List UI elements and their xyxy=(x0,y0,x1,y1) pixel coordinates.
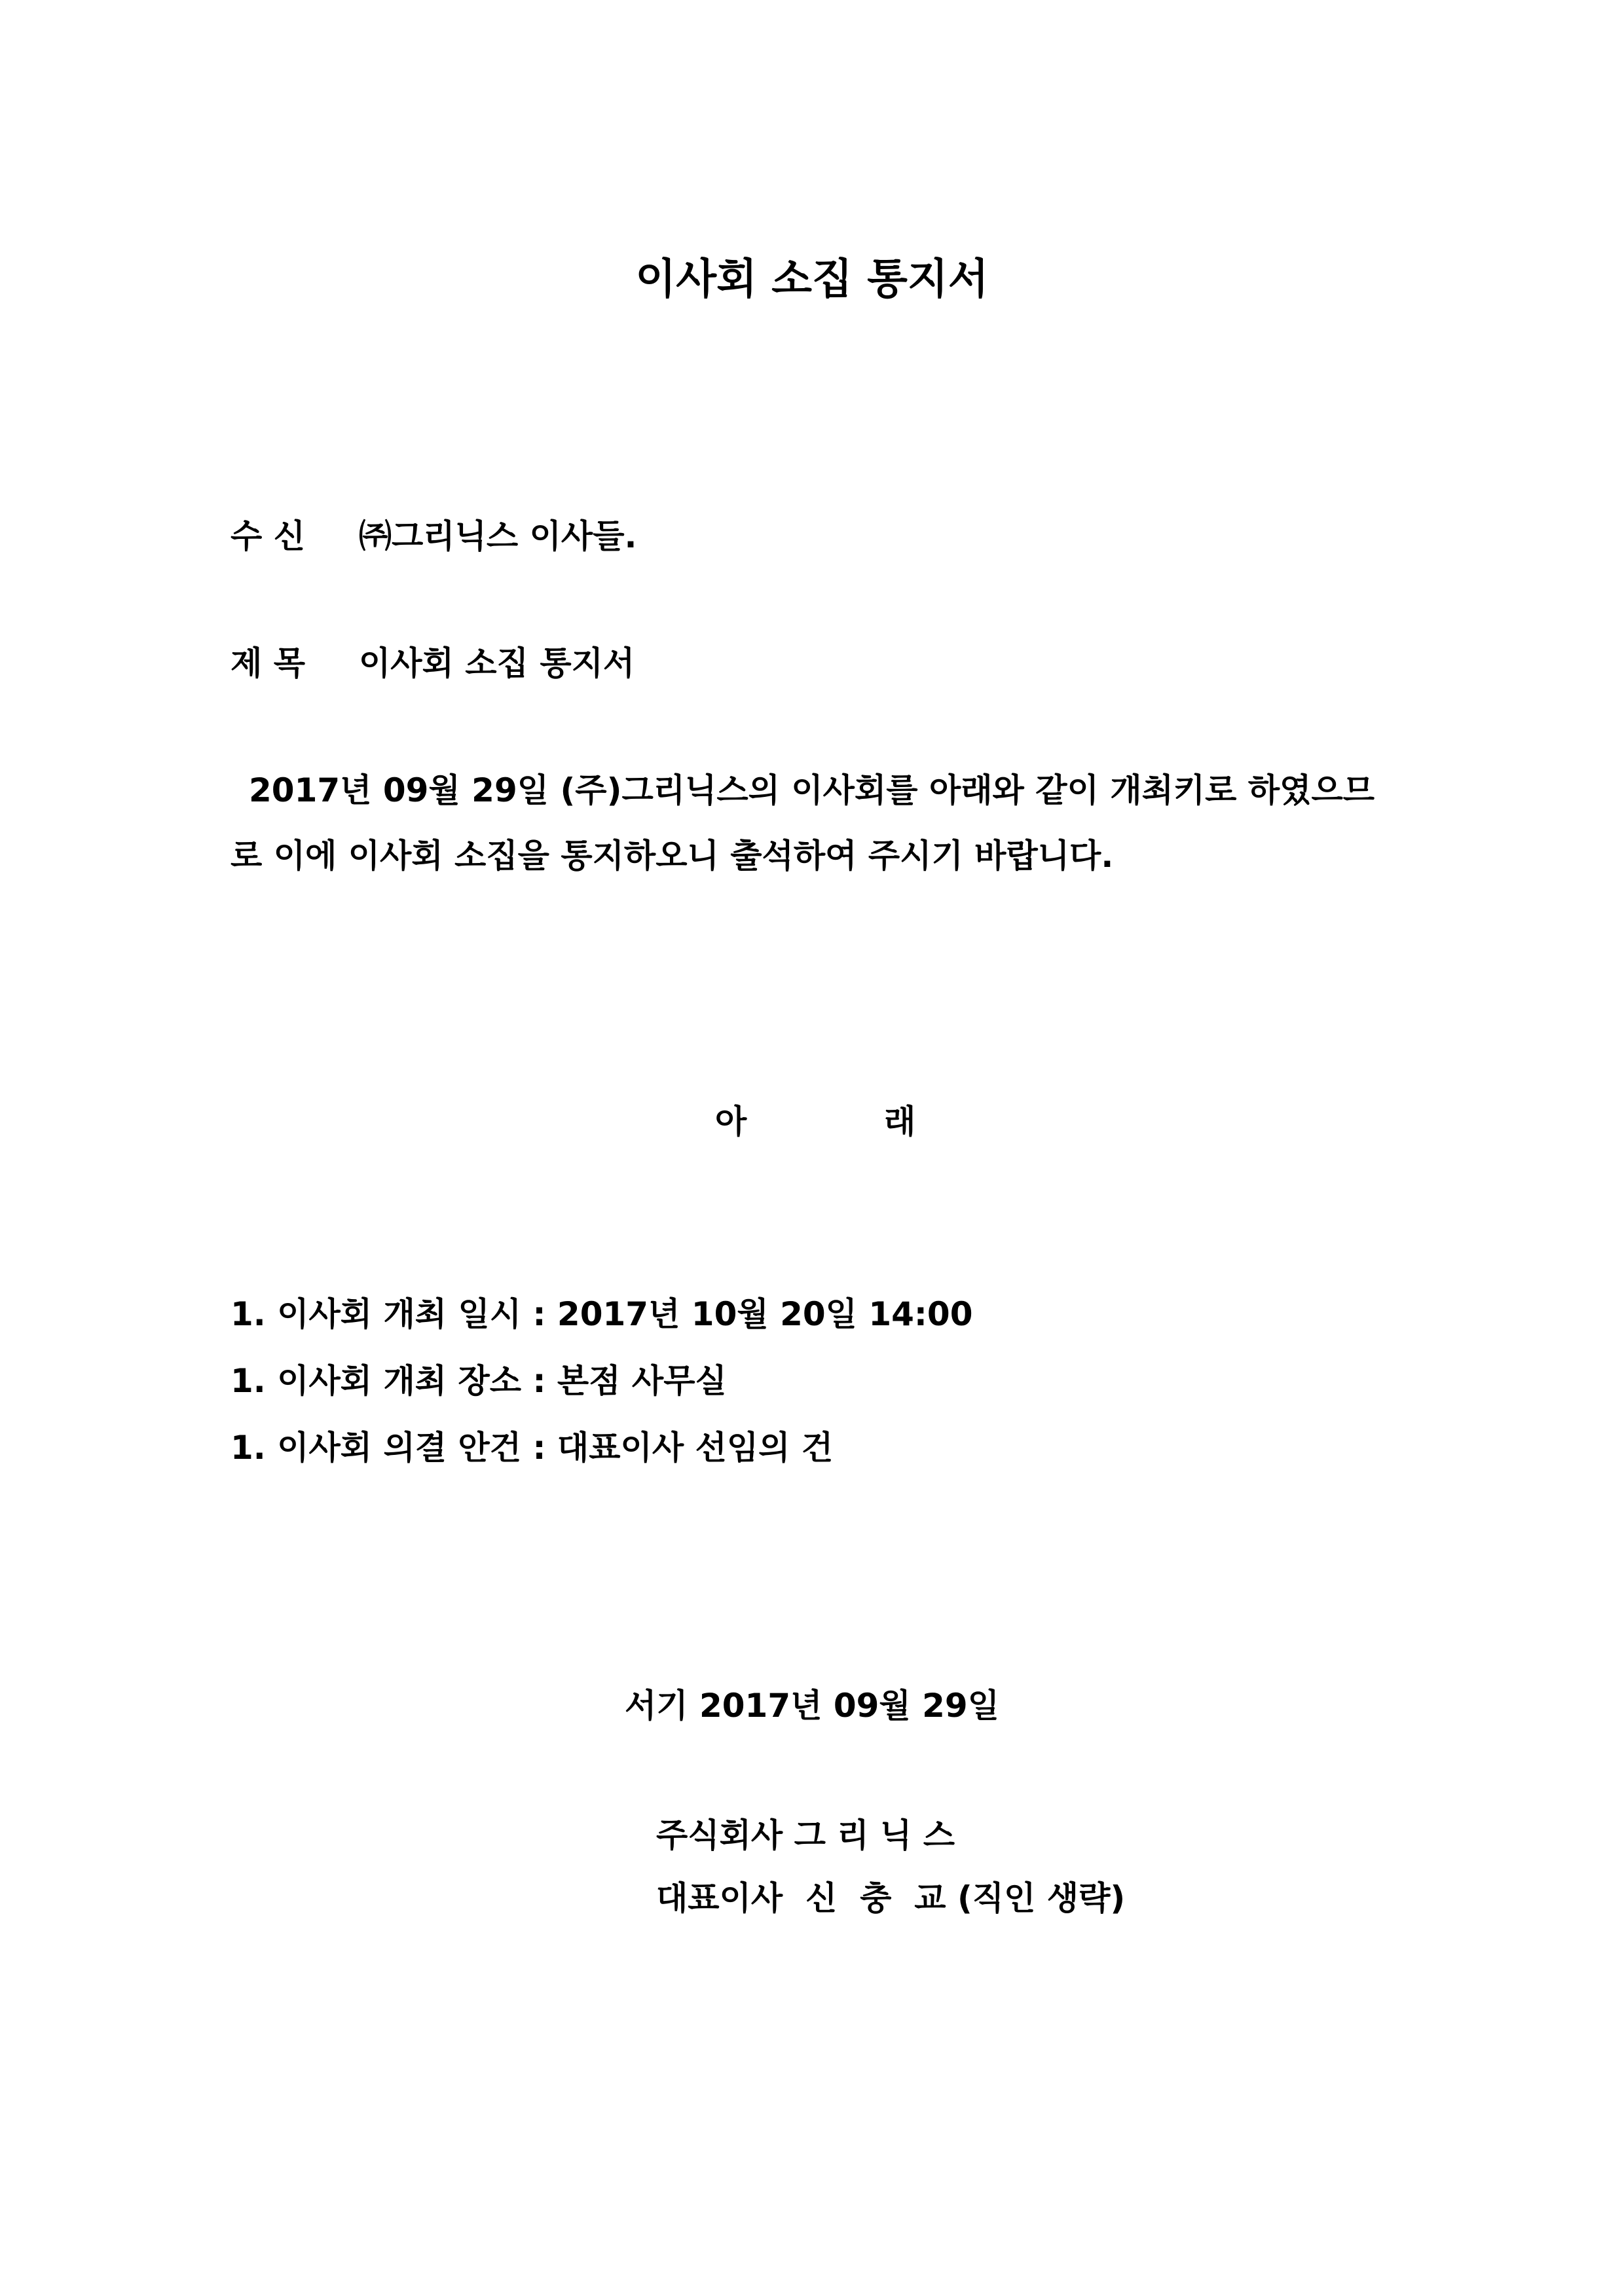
representative-name: 대표이사 신 충 교 (직인 생략) xyxy=(656,1879,1126,1917)
meeting-place-item: 1. 이사회 개최 장소 : 본점 사무실 xyxy=(231,1362,727,1400)
subject-label: 제 목 xyxy=(231,644,306,682)
recipient-value: ㈜그리닉스 이사들. xyxy=(359,517,637,555)
recipient-label: 수 신 xyxy=(231,517,306,555)
notice-heading-second: 래 xyxy=(884,1103,916,1141)
notice-paragraph-line-2: 로 이에 이사회 소집을 통지하오니 출석하여 주시기 바랍니다. xyxy=(231,837,1114,875)
company-name: 주식회사 그 리 닉 스 xyxy=(656,1816,955,1854)
meeting-agenda-item: 1. 이사회 의결 안건 : 대표이사 선임의 건 xyxy=(231,1429,834,1467)
document-title: 이사회 소집 통지서 xyxy=(635,255,989,304)
notice-heading-first: 아 xyxy=(715,1103,747,1141)
meeting-datetime-item: 1. 이사회 개최 일시 : 2017년 10월 20일 14:00 xyxy=(231,1295,973,1333)
issue-date: 서기 2017년 09월 29일 xyxy=(624,1687,1000,1725)
subject-value: 이사회 소집 통지서 xyxy=(359,644,635,682)
notice-paragraph-line-1: 2017년 09월 29일 (주)그리닉스의 이사회를 아래와 같이 개최키로 하였으므 xyxy=(249,771,1375,809)
